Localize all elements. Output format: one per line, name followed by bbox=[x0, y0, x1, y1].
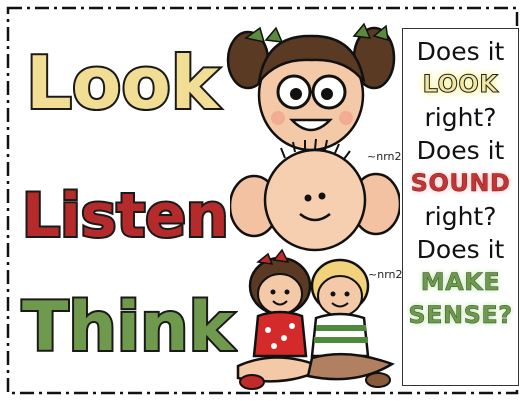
look-word bbox=[20, 38, 235, 128]
listen-word-text: Listen bbox=[22, 181, 229, 251]
think-signature: ~nrn2 bbox=[368, 268, 403, 281]
panel-q1-tail: right? bbox=[424, 103, 497, 132]
panel-q3-lead: Does it bbox=[416, 235, 505, 264]
question-panel bbox=[402, 28, 519, 386]
panel-sense-highlight: SENSE? bbox=[408, 301, 513, 329]
listen-word bbox=[18, 168, 248, 258]
panel-q2-lead: Does it bbox=[416, 136, 505, 165]
think-word-text: Think bbox=[22, 288, 234, 367]
panel-make-highlight: MAKE bbox=[420, 268, 501, 296]
look-word-text: Look bbox=[26, 41, 219, 125]
panel-q1-lead: Does it bbox=[416, 37, 505, 66]
listen-signature: ~nrn2 bbox=[367, 150, 402, 163]
panel-look-highlight: LOOK bbox=[422, 70, 499, 98]
panel-q2-tail: right? bbox=[424, 202, 497, 231]
panel-sound-highlight: SOUND bbox=[410, 169, 511, 197]
think-word bbox=[18, 278, 238, 373]
